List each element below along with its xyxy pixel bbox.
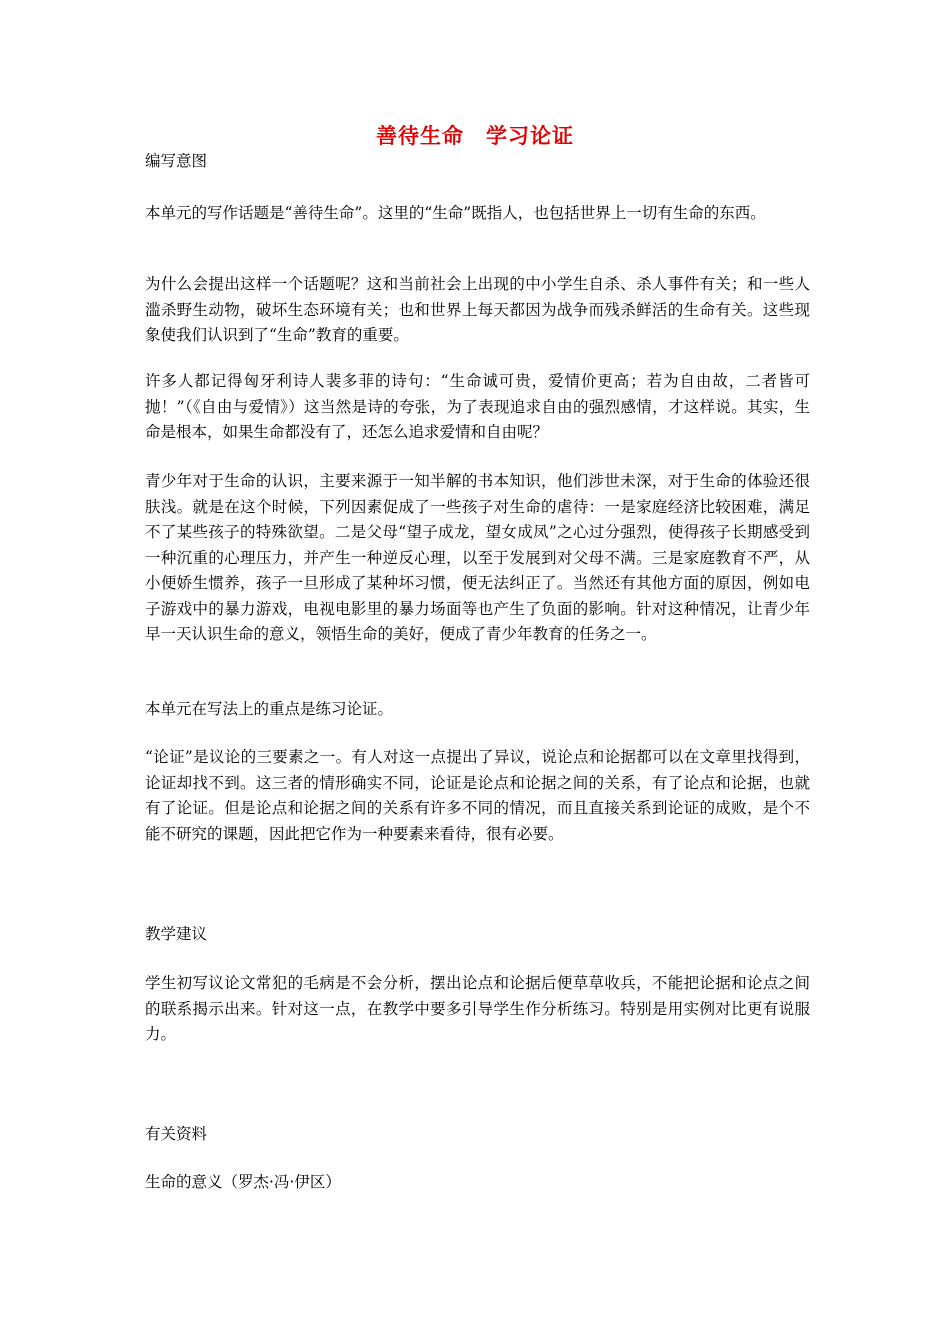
paragraph-intent-2: 为什么会提出这样一个话题呢？这和当前社会上出现的中小学生自杀、杀人事件有关；和一些人滥杀野生动物，破坏生态环境有关；也和世界上每天都因为战争而残杀鲜活的生命有关。这些现象使我们认识到了“生命”教育的重要。	[145, 275, 810, 344]
paragraph-intent-4: 青少年对于生命的认识，主要来源于一知半解的书本知识，他们涉世未深，对于生命的体验还很肤浅。就是在这个时候，下列因素促成了一些孩子对生命的虐待：一是家庭经济比较困难，满足不了某些孩子的特殊欲望。二是父母“望子成龙，望女成凤”之心过分强烈，使得孩子长期感受到一种沉重的心理压力，并产生一种逆反心理，以至于发展到对父母不满。三是家庭教育不严，从小便娇生惯养，孩子一旦形成了某种坏习惯，便无法纠正了。当然还有其他方面的原因，例如电子游戏中的暴力游戏，电视电影里的暴力场面等也产生了负面的影响。针对这种情况，让青少年早一天认识生命的意义，领悟生命的美好，便成了青少年教育的任务之一。	[145, 472, 810, 643]
section-heading-materials: 有关资料	[145, 1125, 208, 1143]
section-heading-intent: 编写意图	[145, 152, 208, 170]
paragraph-intent-1: 本单元的写作话题是“善待生命”。这里的“生命”既指人，也包括世界上一切有生命的东西。	[145, 204, 766, 222]
paragraph-intent-5: 本单元在写法上的重点是练习论证。	[145, 700, 394, 718]
section-heading-advice: 教学建议	[145, 925, 208, 943]
paragraph-advice: 学生初写议论文常犯的毛病是不会分析，摆出论点和论据后便草草收兵，不能把论据和论点之间的联系揭示出来。针对这一点，在教学中要多引导学生作分析练习。特别是用实例对比更有说服力。	[145, 974, 810, 1043]
paragraph-intent-6: “论证”是议论的三要素之一。有人对这一点提出了异议，说论点和论据都可以在文章里找得到，论证却找不到。这三者的情形确实不同，论证是论点和论据之间的关系，有了论点和论据，也就有了论证。但是论点和论据之间的关系有许多不同的情况，而且直接关系到论证的成败，是个不能不研究的课题，因此把它作为一种要素来看待，很有必要。	[145, 748, 810, 843]
document-title: 善待生命 学习论证	[376, 123, 574, 148]
paragraph-intent-3: 许多人都记得匈牙利诗人裴多菲的诗句：“生命诚可贵，爱情价更高；若为自由故，二者皆可抛！”（《自由与爱情》）这当然是诗的夸张，为了表现追求自由的强烈感情，才这样说。其实，生命是根本，如果生命都没有了，还怎么追求爱情和自由呢？	[145, 372, 810, 441]
materials-item: 生命的意义（罗杰·冯·伊区）	[145, 1173, 341, 1191]
